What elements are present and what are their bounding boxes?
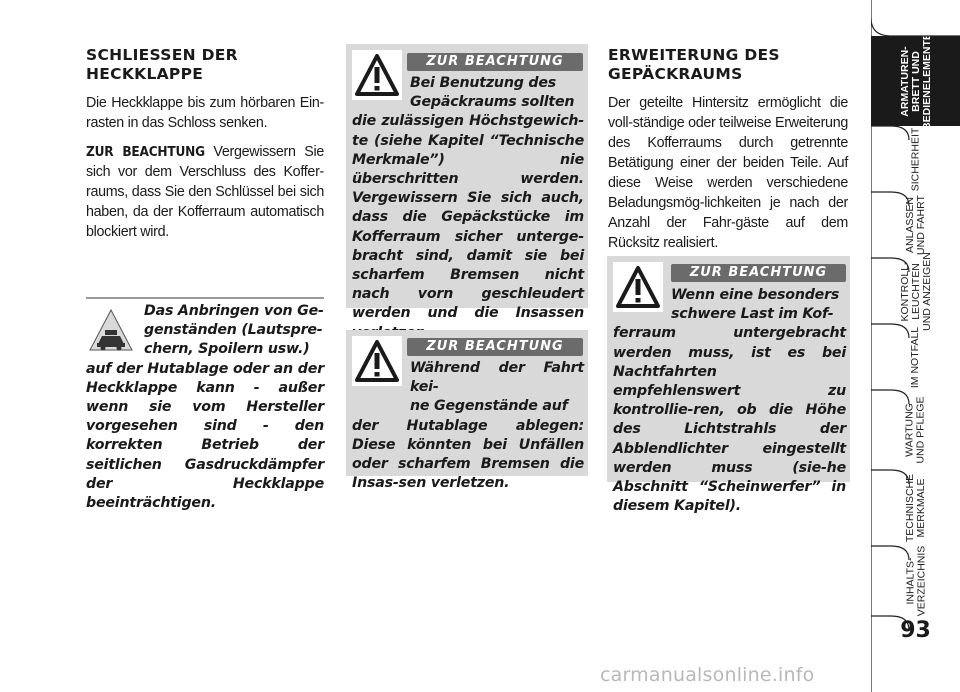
warning-line: Bei Benutzung des (410, 75, 557, 91)
note-line: Das Anbringen von Ge- (144, 303, 324, 319)
tab-label: ANLASSEN UND FAHRT (904, 195, 927, 255)
tab-starting-driving[interactable] (871, 192, 960, 258)
tab-label: INHALTS- VERZEICHNIS (904, 545, 927, 617)
warning-line: Während der Fahrt kei- (410, 360, 584, 396)
tab-emergency[interactable] (871, 324, 960, 390)
warning-box-heavy-load (607, 256, 850, 515)
tab-warning-lights[interactable] (871, 251, 960, 331)
tab-label: IM NOTFALL (909, 326, 922, 388)
warning-box-hatshelf (346, 330, 588, 492)
tab-maintenance[interactable] (871, 390, 960, 470)
section-heading-tailgate (86, 46, 324, 84)
warning-box-load (346, 44, 588, 322)
note-text: Vergewissern Sie sich vor dem Verschluss des Koffer-raums, dass Sie den Schlüssel bei sich haben, da der Kofferraum automatisch blockiert wird. (86, 144, 324, 240)
paragraph: Der geteilte Hintersitz ermöglicht die voll-ständige oder teilweise Erweiterung des Kofferraums durch getrennte Betätigung einer der beiden Teile. Auf diese Weise werden verschiedene Beladungsmög-lichkeiten je nach der Anzahl der Fahr-gäste auf dem Rücksitz realisiert. (608, 95, 848, 251)
warning-line: ne Gegenstände auf (410, 398, 568, 415)
tab-label: TECHNISCHE MERKMALE (903, 473, 927, 543)
heading-line: SCHLIESSEN DER (86, 46, 238, 64)
warning-line: ferraum untergebracht werden muss, ist es bei Nachtfahrten empfehlenswert zu kontrollie-ren, ob die Höhe des Lichtstrahls der Abblendlichter eingestellt werden muss (sie-he Abschnitt “Scheinwerfer” in diesem Kapitel). (613, 325, 846, 515)
note-line: auf der Hutablage oder an der Heckklappe kann - außer wenn sie vom Hersteller vorgesehen sind - den korrekten Betrieb der seitlichen Gasdruckdämpfer der Heckklappe beeinträchtigen. (86, 360, 324, 512)
warning-text (613, 286, 846, 516)
tab-safety[interactable] (871, 126, 960, 192)
warning-line: schwere Last im Kof- (671, 306, 834, 323)
note-line: chern, Spoilern usw.) (144, 341, 310, 358)
watermark: carmanualsonline.info (600, 664, 815, 686)
divider (86, 297, 324, 299)
tab-dashboard[interactable] (871, 32, 960, 130)
page-number: 93 (900, 618, 931, 643)
warning-label: ZUR BEACHTUNG (671, 264, 846, 282)
warning-text (352, 74, 584, 343)
tab-index[interactable] (871, 546, 960, 616)
column-right (608, 46, 848, 262)
tab-label: ARMATUREN- BRETT UND BEDIENELEMENTE (898, 32, 933, 130)
note-label: ZUR BEACHTUNG (86, 144, 205, 160)
warning-line: der Hutablage ablegen: Diese könnten bei Unfällen oder scharfem Bremsen die Insas-sen verletzen. (352, 417, 584, 492)
note-line: genständen (Lautspre- (144, 322, 323, 339)
warning-label: ZUR BEACHTUNG (407, 338, 583, 356)
tab-label: SICHERHEIT (909, 127, 922, 191)
tab-label: KONTROLL- LEUCHTEN UND ANZEIGEN (898, 251, 933, 331)
paragraph-note (86, 142, 324, 242)
note-text-block (86, 302, 324, 513)
warning-line: Wenn eine besonders (671, 287, 840, 303)
warning-text (352, 359, 584, 493)
heading-line: GEPÄCKRAUMS (608, 65, 743, 83)
warning-line: Gepäckraums sollten (410, 94, 575, 111)
warning-label: ZUR BEACHTUNG (407, 53, 583, 71)
column-left (86, 46, 324, 251)
warning-line: die zulässigen Höchstgewich-te (siehe Kapitel “Technische Merkmale”) nie überschritten werden. Vergewissern Sie sich auch, dass die Gepäckstücke im Kofferraum sicher unterge-bracht sind, damit sie bei scharfem Bremsen nicht nach vorn geschleudert werden und die Insassen (352, 113, 584, 322)
heading-line: ERWEITERUNG DES (608, 46, 780, 64)
heading-line: HECKKLAPPE (86, 65, 204, 83)
tab-technical-specs[interactable] (871, 470, 960, 546)
section-heading-luggage (608, 46, 848, 84)
chapter-tabs (871, 0, 960, 692)
tab-label: WARTUNG UND PFLEGE (903, 396, 927, 464)
paragraph: Die Heckklappe bis zum hörbaren Ein-rasten in das Schloss senken. (86, 95, 324, 131)
